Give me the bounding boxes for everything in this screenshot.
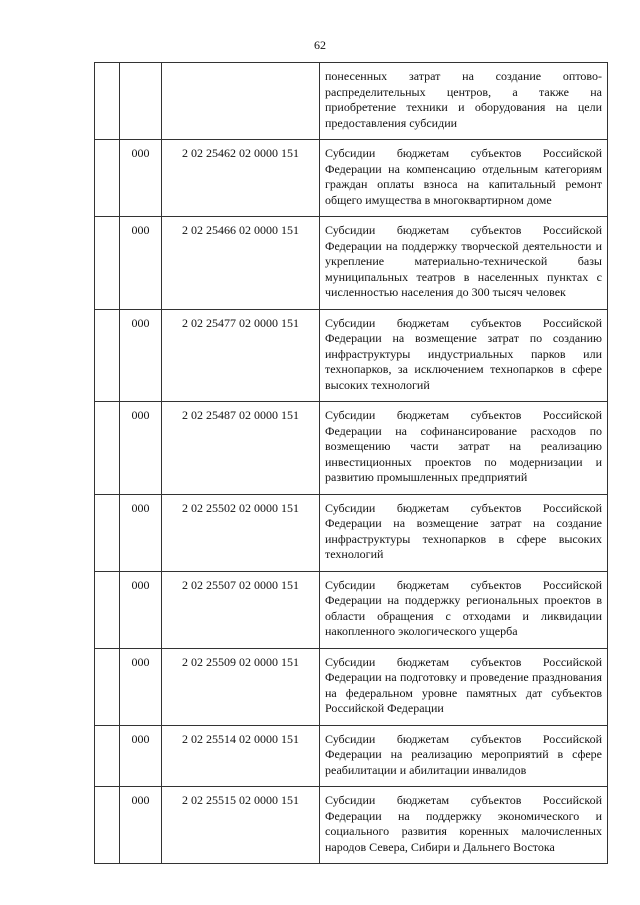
table-row [95, 787, 608, 864]
blank-cell [95, 140, 120, 217]
table-row [95, 140, 608, 217]
revenue-name-cell: Субсидии бюджетам субъектов Российской Федерации на компенсацию отдельным категориям граждан оплаты взноса на капитальный ремонт общего имущества в многоквартирном доме [320, 140, 608, 217]
revenue-name-cell: понесенных затрат на создание оптово-распределительных центров, а также на приобретение техники и оборудования на цели предоставления субсидии [320, 63, 608, 140]
revenue-name-cell: Субсидии бюджетам субъектов Российской Федерации на поддержку экономического и социального развития коренных малочисленных народов Севера, Сибири и Дальнего Востока [320, 787, 608, 864]
kbk-code-cell: 2 02 25477 02 0000 151 [162, 309, 320, 402]
kbk-code-cell: 2 02 25514 02 0000 151 [162, 725, 320, 787]
blank-cell [95, 63, 120, 140]
admin-code-cell: 000 [120, 217, 162, 310]
admin-code-cell: 000 [120, 402, 162, 495]
table-row [95, 571, 608, 648]
admin-code-cell: 000 [120, 648, 162, 725]
admin-code-cell: 000 [120, 725, 162, 787]
revenue-name-cell: Субсидии бюджетам субъектов Российской Федерации на поддержку творческой деятельности и укрепление материально-технической базы муниципальных театров в населенных пунктах с численностью населения до 300 тысяч человек [320, 217, 608, 310]
page-number: 62 [314, 38, 326, 52]
blank-cell [95, 309, 120, 402]
kbk-code-cell [162, 63, 320, 140]
admin-code-cell: 000 [120, 309, 162, 402]
revenue-name-cell: Субсидии бюджетам субъектов Российской Федерации на подготовку и проведение празднования на федеральном уровне памятных дат субъектов Российской Федерации [320, 648, 608, 725]
revenue-name-cell: Субсидии бюджетам субъектов Российской Федерации на возмещение затрат по созданию инфраструктуры индустриальных парков или технопарков, за исключением технопарков в сфере высоких технологий [320, 309, 608, 402]
admin-code-cell: 000 [120, 571, 162, 648]
table-row [95, 217, 608, 310]
table-row [95, 648, 608, 725]
table-row [95, 494, 608, 571]
kbk-code-cell: 2 02 25502 02 0000 151 [162, 494, 320, 571]
revenue-name-cell: Субсидии бюджетам субъектов Российской Федерации на возмещение затрат на создание инфраструктуры технопарков в сфере высоких технологий [320, 494, 608, 571]
blank-cell [95, 402, 120, 495]
admin-code-cell: 000 [120, 787, 162, 864]
kbk-code-cell: 2 02 25509 02 0000 151 [162, 648, 320, 725]
blank-cell [95, 494, 120, 571]
blank-cell [95, 787, 120, 864]
table-row [95, 63, 608, 140]
blank-cell [95, 217, 120, 310]
blank-cell [95, 648, 120, 725]
kbk-code-cell: 2 02 25466 02 0000 151 [162, 217, 320, 310]
kbk-code-cell: 2 02 25487 02 0000 151 [162, 402, 320, 495]
revenue-name-cell: Субсидии бюджетам субъектов Российской Федерации на реализацию мероприятий в сфере реабилитации и абилитации инвалидов [320, 725, 608, 787]
admin-code-cell: 000 [120, 140, 162, 217]
kbk-code-cell: 2 02 25462 02 0000 151 [162, 140, 320, 217]
revenue-name-cell: Субсидии бюджетам субъектов Российской Федерации на поддержку региональных проектов в области обращения с отходами и ликвидации накопленного экологического ущерба [320, 571, 608, 648]
table-row [95, 402, 608, 495]
revenue-name-cell: Субсидии бюджетам субъектов Российской Федерации на софинансирование расходов по возмещению части затрат на реализацию инвестиционных проектов по модернизации и развитию промышленных предприятий [320, 402, 608, 495]
blank-cell [95, 725, 120, 787]
admin-code-cell [120, 63, 162, 140]
blank-cell [95, 571, 120, 648]
table-row [95, 725, 608, 787]
admin-code-cell: 000 [120, 494, 162, 571]
table-row [95, 309, 608, 402]
budget-codes-table [94, 62, 608, 864]
kbk-code-cell: 2 02 25507 02 0000 151 [162, 571, 320, 648]
kbk-code-cell: 2 02 25515 02 0000 151 [162, 787, 320, 864]
